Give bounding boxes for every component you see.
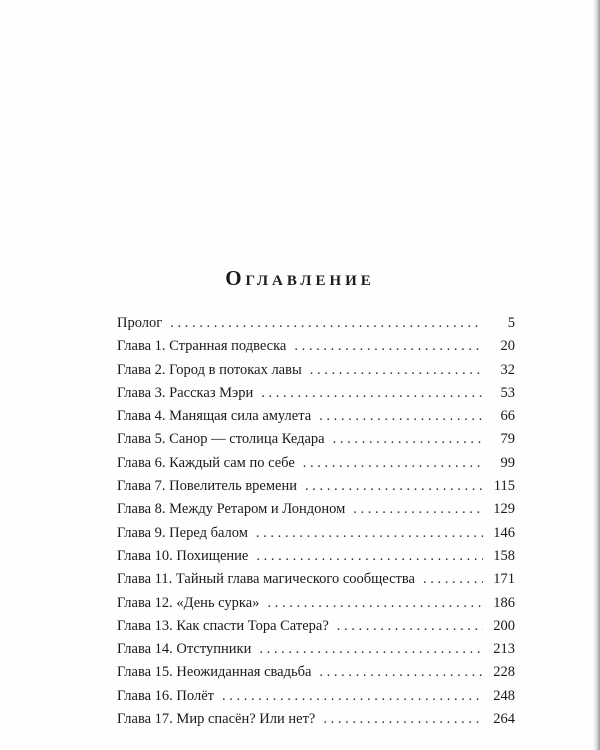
toc-entry xyxy=(117,571,515,594)
toc-entry-page: 20 xyxy=(500,338,515,355)
toc-entry-page: 66 xyxy=(500,408,515,425)
toc-entry-title: Глава 13. Как спасти Тора Сатера? xyxy=(117,617,329,634)
toc-entry xyxy=(117,711,515,734)
toc-entry xyxy=(117,525,515,548)
toc-dot-leader xyxy=(267,595,483,612)
toc-entry xyxy=(117,338,515,361)
toc-entry-title: Глава 7. Повелитель времени xyxy=(117,478,298,495)
toc-entry-page: 248 xyxy=(493,687,515,704)
toc-entry xyxy=(117,501,515,524)
toc-entry-title: Глава 5. Санор — столица Кедара xyxy=(117,431,325,448)
toc-entry-page: 171 xyxy=(493,571,515,588)
toc-entry-page: 158 xyxy=(493,547,515,564)
toc-dot-leader xyxy=(222,688,483,705)
toc-entry-page: 5 xyxy=(507,315,515,331)
toc-entry xyxy=(117,315,515,338)
toc-entry-title: Глава 15. Неожиданная свадьба xyxy=(117,664,312,681)
toc-entry-title: Глава 10. Похищение xyxy=(117,547,249,564)
toc-dot-leader xyxy=(259,641,483,658)
toc-entry-page: 79 xyxy=(500,431,515,448)
toc-dot-leader xyxy=(333,431,483,448)
toc-entry xyxy=(117,664,515,687)
toc-dot-leader xyxy=(423,571,483,588)
toc-entry-title: Глава 8. Между Ретаром и Лондоном xyxy=(117,501,346,518)
toc-entry-title: Глава 17. Мир спасён? Или нет? xyxy=(117,711,316,728)
toc-entry xyxy=(117,688,515,711)
toc-entry-title: Глава 2. Город в потоках лавы xyxy=(117,361,302,378)
toc-entry-page: 186 xyxy=(493,594,515,611)
toc-entry-page: 213 xyxy=(493,641,515,658)
toc-entry-page: 264 xyxy=(493,711,515,728)
toc-entry xyxy=(117,641,515,664)
toc-entry xyxy=(117,362,515,385)
toc-dot-leader xyxy=(353,501,483,518)
toc-entry-page: 115 xyxy=(493,478,515,495)
toc-entry-title: Глава 14. Отступники xyxy=(117,641,252,658)
toc-entry-title: Глава 6. Каждый сам по себе xyxy=(117,454,295,471)
toc-entry-page: 200 xyxy=(493,617,515,634)
toc-dot-leader xyxy=(337,618,483,635)
toc-heading: Оглавление xyxy=(225,266,375,290)
toc-entry xyxy=(117,548,515,571)
toc-entry-page: 53 xyxy=(500,384,515,401)
toc-entry-page: 99 xyxy=(500,454,515,471)
toc-dot-leader xyxy=(319,664,483,681)
toc-dot-leader xyxy=(261,385,483,402)
toc-dot-leader xyxy=(319,408,483,425)
toc-entry-title: Глава 12. «День сурка» xyxy=(117,594,260,611)
toc-entry xyxy=(117,478,515,501)
toc-dot-leader xyxy=(305,478,483,495)
toc-entry-page: 32 xyxy=(500,361,515,378)
toc-entry-title: Глава 9. Перед балом xyxy=(117,524,248,541)
toc-entry-title: Глава 16. Полёт xyxy=(117,687,214,704)
toc-entry xyxy=(117,595,515,618)
toc-entry-title: Глава 4. Манящая сила амулета xyxy=(117,408,312,425)
toc-entry-title: Пролог xyxy=(117,315,163,331)
toc-entry-title: Глава 11. Тайный глава магического сообщества xyxy=(117,571,415,588)
toc-dot-leader xyxy=(294,338,483,355)
toc-dot-leader xyxy=(303,455,483,472)
toc-dot-leader xyxy=(323,711,483,728)
toc-entry xyxy=(117,618,515,641)
toc-entry-title: Глава 3. Рассказ Мэри xyxy=(117,384,254,401)
toc-entry-page: 146 xyxy=(493,524,515,541)
toc-entry-page: 228 xyxy=(493,664,515,681)
toc-entry xyxy=(117,408,515,431)
toc-dot-leader xyxy=(256,548,483,565)
page-edge-shadow xyxy=(593,0,600,750)
toc-entry xyxy=(117,385,515,408)
toc-dot-leader xyxy=(310,362,483,379)
toc-dot-leader xyxy=(256,525,483,542)
table-of-contents xyxy=(117,315,515,734)
toc-entry xyxy=(117,455,515,478)
toc-dot-leader xyxy=(170,315,483,332)
toc-entry-page: 129 xyxy=(493,501,515,518)
toc-entry-title: Глава 1. Странная подвеска xyxy=(117,338,287,355)
toc-entry xyxy=(117,431,515,454)
